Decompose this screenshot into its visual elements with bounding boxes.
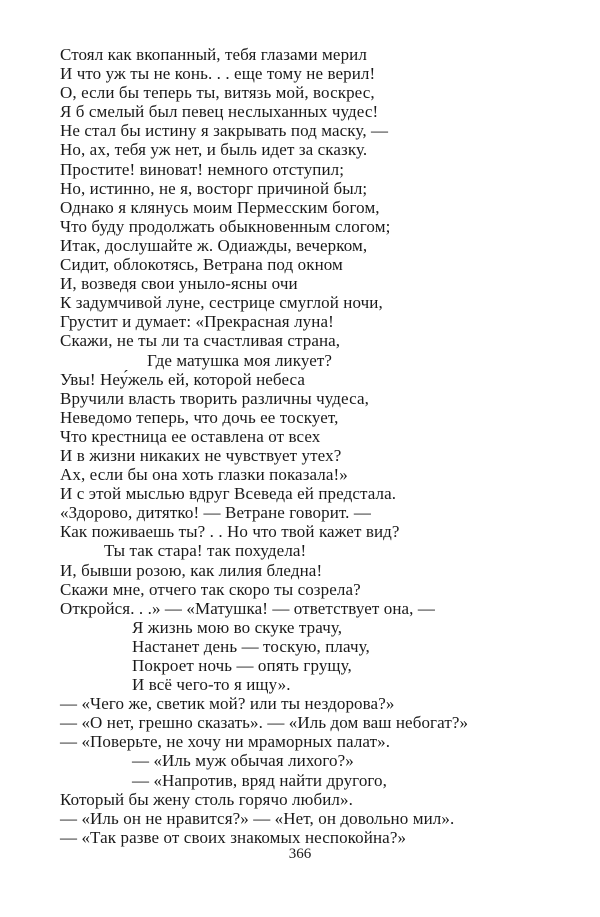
- poem-line: Что буду продолжать обыкновенным слогом;: [60, 216, 391, 236]
- poem-text: [0, 45, 600, 847]
- poem-line: Настанет день — тоскую, плачу,: [132, 636, 370, 656]
- poem-line: — «Поверьте, не хочу ни мраморных палат».: [60, 732, 391, 752]
- poem-line: Грустит и думает: «Прекрасная луна!: [60, 312, 334, 332]
- poem-line: И что уж ты не конь. . . еще тому не верил!: [60, 64, 376, 84]
- poem-line: Увы! Неу́жель ей, которой небеса: [60, 369, 306, 389]
- poem-line: Но, ах, тебя уж нет, и быль идет за сказку.: [60, 140, 368, 160]
- poem-line: Который бы жену столь горячо любил».: [60, 789, 353, 809]
- poem-line: И, бывши розою, как лилия бледна!: [60, 560, 323, 580]
- poem-line: О, если бы теперь ты, витязь мой, воскрес,: [60, 83, 375, 103]
- poem-line: Покроет ночь — опять грущу,: [132, 656, 352, 675]
- poem-line: Итак, дослушайте ж. Одиажды, вечерком,: [60, 235, 368, 255]
- poem-line: Я жизнь мою во скуке трачу,: [132, 617, 343, 637]
- poem-line: — «Чего же, светик мой? или ты нездорова?»: [60, 694, 395, 714]
- poem-line: — «О нет, грешно сказать». — «Иль дом ваш небогат?»: [60, 713, 469, 733]
- poem-line: И с этой мыслью вдруг Всеведа ей предстала.: [60, 484, 397, 504]
- poem-line: И всё чего-то я ищу».: [132, 675, 291, 695]
- poem-line: — «Иль муж обычая лихого?»: [132, 751, 354, 771]
- poem-line: Откройся. . .» — «Матушка! — ответствует она, —: [60, 598, 435, 618]
- poem-line: Что крестница ее оставлена от всех: [60, 426, 321, 446]
- poem-line: Ах, если бы она хоть глазки показала!»: [60, 465, 348, 485]
- page-number: 366: [288, 846, 312, 862]
- poem-line: И в жизни никаких не чувствует утех?: [60, 445, 342, 465]
- poem-line: Простите! виноват! немного отступил;: [60, 159, 345, 179]
- poem-line: Сидит, облокотясь, Ветрана под окном: [60, 255, 343, 275]
- poem-line: Однако я клянусь моим Пермесским богом,: [60, 197, 380, 217]
- poem-line: Но, истинно, не я, восторг причиной был;: [60, 178, 368, 198]
- poem-line: — «Иль он не нравится?» — «Нет, он довольно мил».: [60, 808, 455, 828]
- poem-line: Вручили власть творить различны чудеса,: [60, 388, 369, 408]
- poem-line: К задумчивой луне, сестрице смуглой ночи,: [60, 293, 383, 313]
- poem-line: Не стал бы истину я закрывать под маску, —: [60, 121, 389, 141]
- poem-line: Я б смелый был певец неслыханных чудес!: [60, 102, 379, 122]
- poem-line: Скажи, не ты ли та счастливая страна,: [60, 331, 341, 351]
- poem-line: — «Напротив, вряд найти другого,: [132, 770, 388, 790]
- poem-line: Где матушка моя ликует?: [147, 350, 333, 370]
- poem-line: И, возведя свои уныло-ясны очи: [60, 274, 298, 294]
- poem-line: Скажи мне, отчего так скоро ты созрела?: [60, 579, 361, 599]
- poem-line: Неведомо теперь, что дочь ее тоскует,: [60, 407, 339, 427]
- poem-line: «Здорово, дитятко! — Ветране говорит. —: [60, 503, 371, 523]
- poem-line: Стоял как вкопанный, тебя глазами мерил: [60, 45, 367, 64]
- poem-line: Как поживаешь ты? . . Но что твой кажет вид?: [60, 522, 400, 542]
- poem-line: — «Так разве от своих знакомых неспокойна?»: [60, 827, 407, 847]
- poem-line: Ты так стара! так похудела!: [104, 541, 307, 561]
